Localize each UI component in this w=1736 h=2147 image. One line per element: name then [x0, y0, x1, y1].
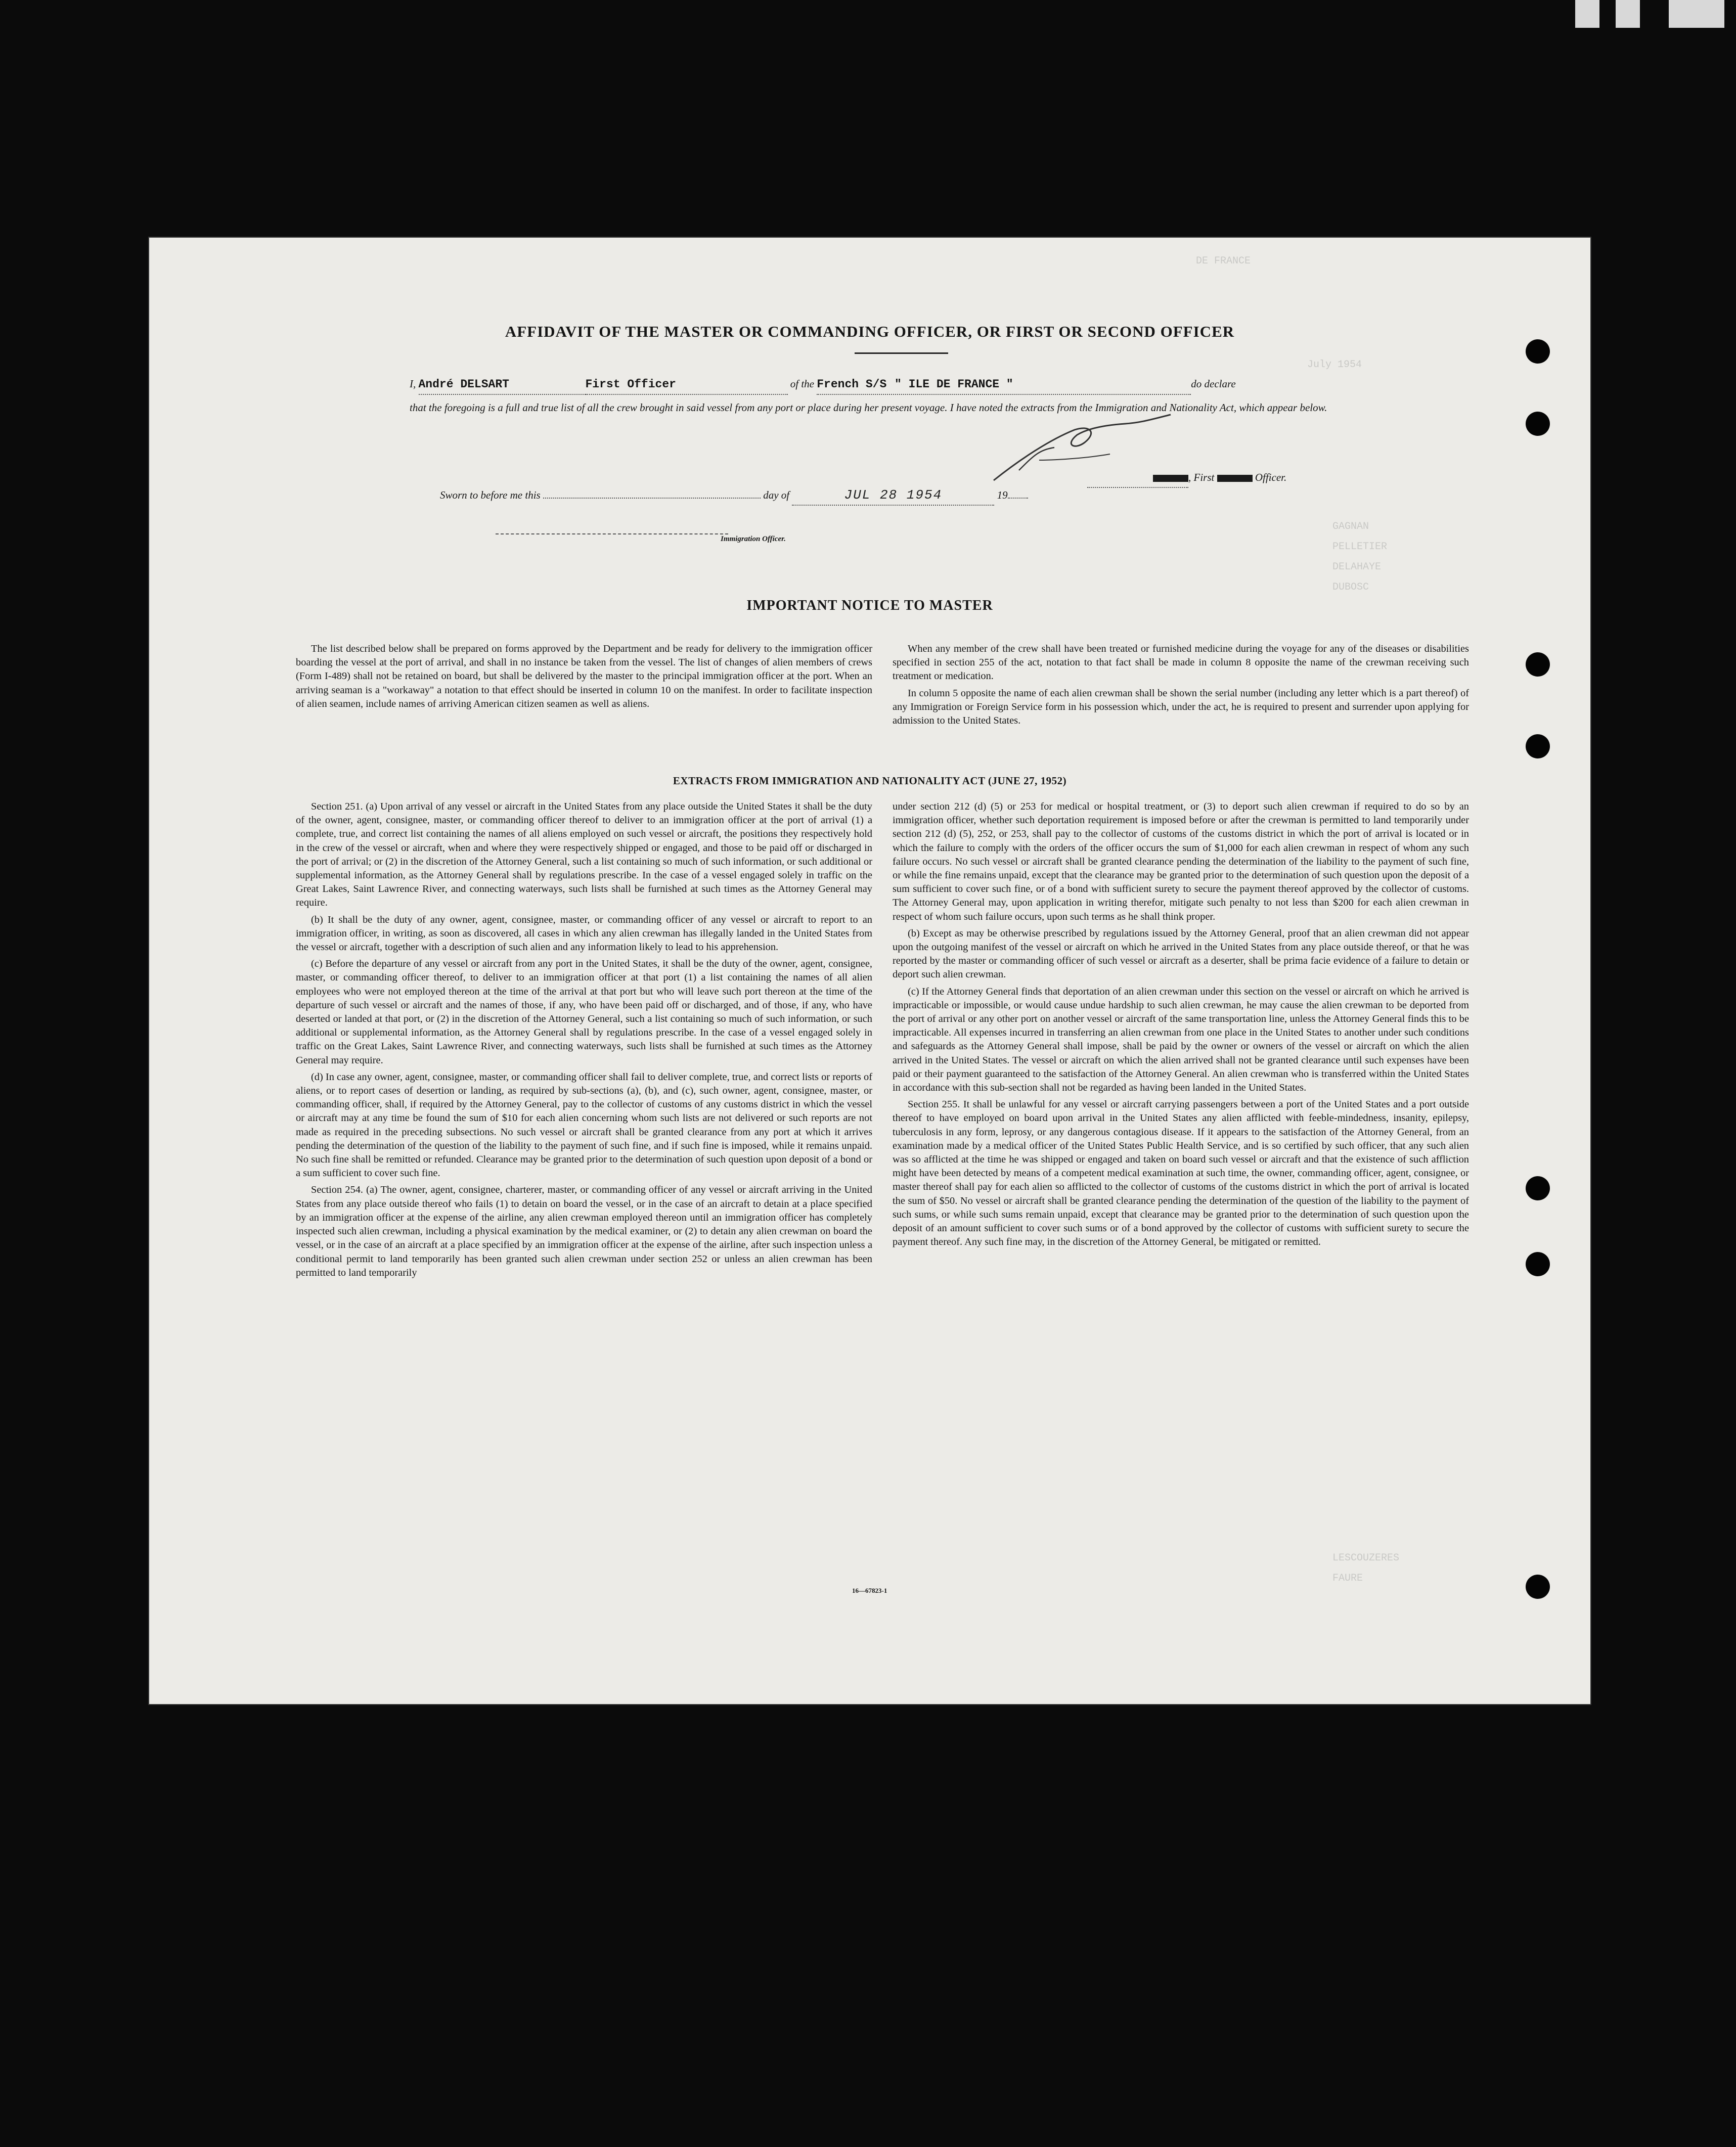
show-through-text: FAURE: [1332, 1573, 1363, 1584]
extracts-title: EXTRACTS FROM IMMIGRATION AND NATIONALITY ACT (JUNE 27, 1952): [673, 775, 1067, 787]
show-through-text: PELLETIER: [1332, 541, 1388, 553]
officer-rank: First Officer: [585, 378, 676, 391]
show-through-text: LESCOUZERES: [1332, 1552, 1400, 1564]
punch-hole: [1526, 1252, 1550, 1276]
signature-title-prefix: , First: [1188, 471, 1215, 483]
officer-rank-field: [586, 374, 788, 395]
day-of-label: day of: [763, 489, 790, 501]
document-page: [149, 238, 1590, 1704]
notice-paragraph: The list described below shall be prepared on forms approved by the Department and be ready for delivery to the immigration officer boarding the vessel at the port of arrival, and shall in no instance be taken from the vessel. The list of changes of alien members of crews (Form I-489) shall not be retained on board, but shall be delivered by the master to the principal immigration officer at the port. When an arriving seaman is a "workaway" a notation to that effect should be inserted in column 10 on the manifest. In order to facilitate inspection of alien seamen, include names of arriving American citizen seamen as well as aliens.: [296, 643, 872, 709]
show-through-text: GAGNAN: [1332, 521, 1369, 532]
section-paragraph: Section 255. It shall be unlawful for any vessel or aircraft carrying passengers between a port of the United States and a port outside thereof to have employed on board upon arrival in the United States any alien afflicted with feeble-mindedness, insanity, epilepsy, tuberculosis in any form, leprosy, or any dangerous contagious disease. If it appears to the satisfaction of the Attorney General, from an examination made by a medical officer of the United States Public Health Service, and is so certified by such officer, that any such alien was so afflicted at the time he was shipped or engaged and taken on board such vessel or aircraft and that the existence of such affliction might have been detected by means of a competent medical examination at such time, the owner, commanding officer, agent, consignee, or master thereof shall pay for each alien so afflicted to the collector of customs of the customs district in which the port of arrival is located the sum of $50. No vessel or aircraft shall be granted clearance pending the determination of the question of the liability to the payment of such sums, or while such sums remain unpaid, except that clearance may be granted prior to the determination of such question upon the deposit of an amount sufficient to cover such sums or of a bond approved by the collector of customs with sufficient surety to secure the payment thereof. Any such fine may, in the discretion of the Attorney General, be mitigated or remitted.: [893, 1099, 1469, 1248]
section-paragraph: under section 212 (d) (5) or 253 for medical or hospital treatment, or (3) to deport such alien crewman if required to do so by an immigration officer, whether such deportation requirement is imposed before or after the crewman is permitted to land temporarily under section 212 (d) (5), 252, or 253, shall pay to the collector of customs of the customs district in which the port of arrival is located or in which the failure to comply with the orders of the officer occurs the sum of $1,000 for each alien crewman in respect of whom any such failure occurs. No such vessel or aircraft shall be granted clearance pending the determination of the liability to the payment of such fine, or while the fine remains unpaid, except that the clearance may be granted prior to the determination of such question upon the deposit of a sum sufficient to cover such fine, or of a bond with sufficient surety to secure the payment thereof approved by the collector of customs. The Attorney General may, upon application in writing therefor, mitigate such penalty to not less than $200 for each alien crewman in respect of whom such failure occurs, upon such terms as he shall think proper.: [893, 801, 1469, 922]
section-paragraph: (b) Except as may be otherwise prescribed by regulations issued by the Attorney General, proof that an alien crewman did not appear upon the outgoing manifest of the vessel or aircraft on which he arrived in the United States from any place outside thereof, or that he was reported by the master or commanding officer of such vessel or aircraft as a deserter, shall be prima facie evidence of a failure to detain or deport such alien crewman.: [893, 927, 1469, 980]
section-paragraph: Section 254. (a) The owner, agent, consignee, charterer, master, or commanding officer of any vessel or aircraft arriving in the United States from any place outside thereof who fails (1) to detain on board the vessel, or in the case of an aircraft to detain at a place specified by an immigration officer at the expense of the airline, any alien crewman employed thereon until an immigration officer has completely inspected such alien crewman, including a physical examination by the medical examiner, or (2) to detain any alien crewman on board the vessel, or in the case of an aircraft at a place specified by an immigration officer at the expense of the airline, after such inspection unless a conditional permit to land temporarily has been granted such alien crewman under section 252 or unless an alien crewman has been permitted to land temporarily: [296, 1184, 872, 1278]
sworn-line: [440, 485, 1482, 506]
show-through-text: DE FRANCE: [1196, 255, 1251, 267]
date-stamp: JUL 28 1954: [844, 487, 943, 503]
declaration-text: that the foregoing is a full and true list of all the crew brought in said vessel from any port or place during her present voyage. I have noted the extracts from the Immigration and Nationality Act, which appear below.: [410, 401, 1327, 414]
year-field: [1008, 498, 1028, 499]
punch-hole: [1526, 1176, 1550, 1200]
i-label: I,: [410, 378, 416, 390]
notice-left-column: [296, 642, 872, 714]
signature-title-line: [1087, 468, 1286, 488]
film-edge-mark: [1669, 0, 1724, 28]
vessel-name: " ILE DE FRANCE ": [895, 378, 1013, 391]
redaction-mark: [1217, 475, 1253, 482]
punch-hole: [1526, 734, 1550, 758]
do-declare-label: do declare: [1191, 378, 1236, 390]
extracts-left-column: [296, 800, 872, 1283]
film-edge-mark: [1575, 0, 1599, 28]
punch-hole: [1526, 339, 1550, 364]
notice-title: IMPORTANT NOTICE TO MASTER: [746, 598, 993, 613]
show-through-text: DUBOSC: [1332, 582, 1369, 593]
year-prefix: 19: [997, 489, 1008, 501]
immigration-officer-line: [496, 523, 728, 534]
title-rule: [855, 352, 948, 354]
of-the-label: of the: [790, 378, 814, 390]
section-paragraph: (b) It shall be the duty of any owner, agent, consignee, master, or commanding officer of any vessel or aircraft to report to an immigration officer, in writing, as soon as discovered, all cases in which any alien crewman has illegally landed in the United States from the vessel or aircraft, together with a description of such alien and any information likely to lead to his apprehension.: [296, 914, 872, 953]
redaction-mark: [1153, 475, 1188, 482]
punch-hole: [1526, 412, 1550, 436]
immigration-officer-label: Immigration Officer.: [721, 535, 786, 543]
form-code: 16—67823-1: [852, 1587, 887, 1594]
vessel-nationality: French S/S: [817, 378, 887, 391]
section-paragraph: (d) In case any owner, agent, consignee, master, or commanding officer shall fail to deliver complete, true, and correct lists or reports of aliens, or to report cases of desertion or landing, as required by sub-sections (a), (b), and (c), such owner, agent, consignee, master, or commanding officer, shall, if required by the Attorney General, pay to the collector of customs of any customs district in which the vessel or aircraft may at any time be found the sum of $10 for each alien concerning whom such lists are not delivered or such reports are not made as required in the preceding subsections. No such vessel or aircraft shall be granted clearance from any port at which it arrives pending the determination of the question of the liability to the payment of such fine, and if such fine is imposed, while it remains unpaid. No such fine shall be remitted or refunded. Clearance may be granted prior to the determination of such question upon deposit of a bond or a sum sufficient to cover such fine.: [296, 1071, 872, 1179]
vessel-field: [817, 374, 1191, 395]
show-through-text: DELAHAYE: [1332, 561, 1382, 573]
section-paragraph: (c) Before the departure of any vessel or aircraft from any port in the United States, it shall be the duty of the owner, agent, consignee, master, or commanding officer thereof, to deliver to an immigration officer at that port (1) a list containing the names of all alien employees who were not employed thereon at the time of the arrival at that port but who will leave such port thereon at the time of the departure of such vessel or aircraft and the names of those, if any, who have been paid off or discharged, and of those, if any, who have deserted or landed at that port, or (2) in the discretion of the Attorney General, such a list containing so much of such information, or such additional or supplemental information, as the Attorney General shall by regulations prescribe. In the case of a vessel engaged solely in traffic on the Great Lakes, Saint Lawrence River, and connecting waterways, such lists shall be furnished at such times as the Attorney General may require.: [296, 958, 872, 1066]
officer-name-field: [419, 374, 586, 395]
affidavit-title: AFFIDAVIT OF THE MASTER OR COMMANDING OFFICER, OR FIRST OR SECOND OFFICER: [505, 323, 1235, 340]
punch-hole: [1526, 652, 1550, 677]
declaration-line: [410, 374, 1479, 395]
show-through-text: July 1954: [1307, 359, 1362, 371]
officer-name: André DELSART: [418, 378, 509, 391]
film-edge-mark: [1616, 0, 1640, 28]
signature-title-suffix: Officer.: [1255, 471, 1287, 483]
signature-field: [1087, 468, 1188, 488]
sworn-label: Sworn to before me this: [440, 489, 541, 501]
sworn-month-field: [792, 485, 994, 506]
section-paragraph: Section 251. (a) Upon arrival of any vessel or aircraft in the United States from any place outside the United States it shall be the duty of the owner, agent, consignee, master, or commanding officer thereof to deliver to an immigration officer at the port of arrival (1) a complete, true, and correct list containing the names of all aliens employed on such vessel or aircraft, the positions they respectively hold in the crew of the vessel or aircraft, when and where they were respectively shipped or engaged, and those to be paid off or discharged in the port of arrival; or (2) in the discretion of the Attorney General, such a list containing so much of such information, or such additional or supplemental information, as the Attorney General shall by regulations prescribe. In the case of a vessel engaged solely in traffic on the Great Lakes, Saint Lawrence River, and connecting waterways, such lists shall be furnished at such times as the Attorney General may require.: [296, 801, 872, 909]
punch-hole: [1526, 1575, 1550, 1599]
sworn-day-field: [543, 498, 761, 499]
extracts-right-column: [893, 800, 1469, 1253]
notice-right-column: [893, 642, 1469, 731]
section-paragraph: (c) If the Attorney General finds that deportation of an alien crewman under this section on the vessel or aircraft on which he arrived is impracticable or impossible, or would cause undue hardship to such alien crewman, he may cause the alien crewman to be deported from the port of arrival or any other port on another vessel or aircraft of the same transportation line, unless the Attorney General finds this to be impracticable. All expenses incurred in transferring an alien crewman from one place in the United States to another under such conditions and safeguards as the Attorney General shall impose, shall be paid by the owner or owners of the vessel or aircraft on which the alien arrived in the United States. The vessel or aircraft on which the alien arrived shall not be granted clearance until such expenses have been paid or their payment guaranteed to the satisfaction of the Attorney General. An alien crewman who is transferred within the United States in accordance with this sub-section shall not be regarded as having been landed in the United States.: [893, 986, 1469, 1094]
notice-paragraph: When any member of the crew shall have been treated or furnished medicine during the voyage for any of the diseases or disabilities specified in section 255 of the act, notation to that fact shall be made in column 8 opposite the name of the crewman receiving such treatment or medication.: [893, 643, 1469, 682]
notice-paragraph: In column 5 opposite the name of each alien crewman shall be shown the serial number (including any letter which is a part thereof) of any Immigration or Foreign Service form in his possession which, under the act, he is required to present and surrender upon applying for admission to the United States.: [893, 687, 1469, 727]
